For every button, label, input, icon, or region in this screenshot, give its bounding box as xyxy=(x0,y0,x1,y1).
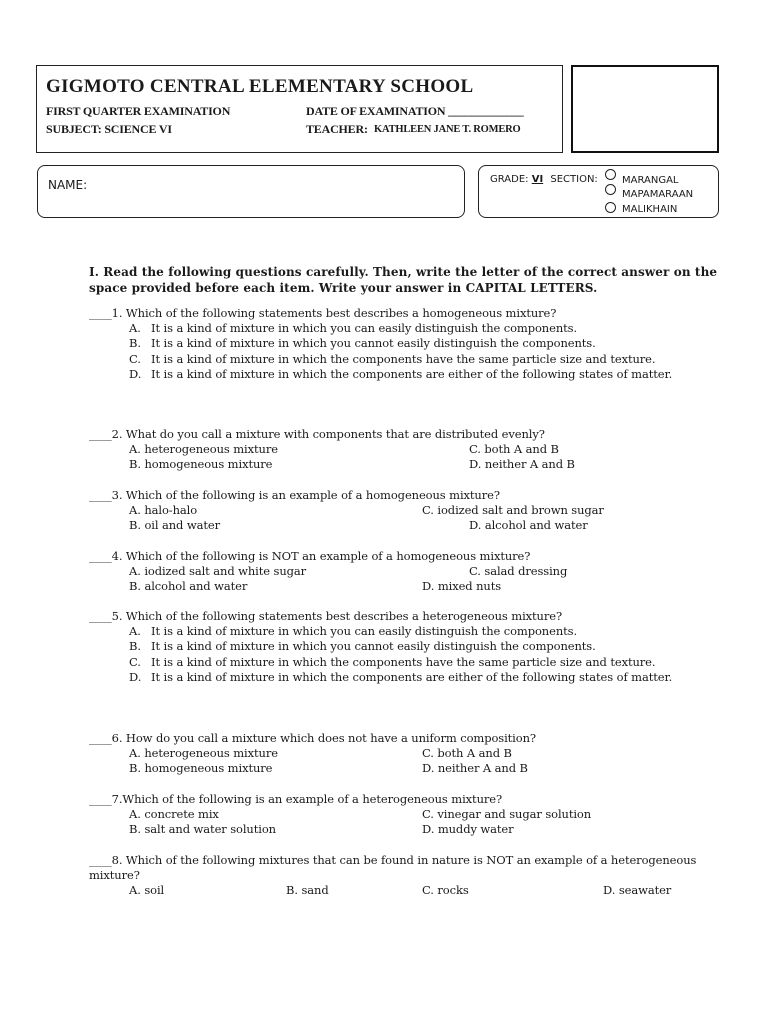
choice: D. muddy water xyxy=(422,822,514,837)
school-name: GIGMOTO CENTRAL ELEMENTARY SCHOOL xyxy=(46,76,474,97)
choice-letter: C. xyxy=(129,654,141,669)
choice: B. sand xyxy=(286,883,329,898)
choice xyxy=(89,655,724,670)
choice: C. salad dressing xyxy=(469,564,568,579)
section-option-mapamaraan: MAPAMARAAN xyxy=(622,189,694,200)
choice xyxy=(89,352,724,367)
choice: A. iodized salt and white sugar xyxy=(129,564,307,579)
question-stem: ____3. Which of the following is an example of a homogeneous mixture? xyxy=(89,488,500,502)
choice: C. both A and B xyxy=(422,746,512,761)
question-2 xyxy=(89,427,724,473)
choice-text: It is a kind of mixture in which the components have the same particle size and texture. xyxy=(151,654,656,669)
subject: SUBJECT: SCIENCE VI xyxy=(46,122,172,136)
teacher-label: TEACHER: xyxy=(306,122,368,136)
question-3 xyxy=(89,488,724,534)
section-option-malikhain: MALIKHAIN xyxy=(622,204,678,215)
section-radio-marangal[interactable] xyxy=(605,169,616,180)
choice xyxy=(89,624,724,639)
grade-label: GRADE: xyxy=(490,174,529,185)
choice-text: It is a kind of mixture in which the components are either of the following states of matter. xyxy=(151,366,673,381)
question-4 xyxy=(89,549,724,595)
choice-text: It is a kind of mixture in which the components have the same particle size and texture. xyxy=(151,351,656,366)
choice-text: It is a kind of mixture in which you can easily distinguish the components. xyxy=(151,321,578,336)
choice-grid xyxy=(89,807,724,837)
section-option-marangal: MARANGAL xyxy=(622,175,679,186)
choice-letter: B. xyxy=(129,639,141,654)
exam-date: DATE OF EXAMINATION _____________ xyxy=(306,104,524,118)
section-radio-mapamaraan[interactable] xyxy=(605,184,616,195)
choice-grid xyxy=(89,746,724,776)
choice: B. homogeneous mixture xyxy=(129,761,273,776)
question-7 xyxy=(89,792,724,838)
question-stem: ____1. Which of the following statements best describes a homogeneous mixture? xyxy=(89,306,557,320)
question-stem: ____4. Which of the following is NOT an example of a homogeneous mixture? xyxy=(89,549,531,563)
section-label: SECTION: xyxy=(550,174,598,185)
choice: B. salt and water solution xyxy=(129,822,276,837)
choice xyxy=(89,336,724,351)
section-radio-malikhain[interactable] xyxy=(605,202,616,213)
choice: A. concrete mix xyxy=(129,807,219,822)
choice-grid xyxy=(89,442,724,472)
choice xyxy=(89,367,724,382)
choice-list xyxy=(89,321,724,382)
choice-list xyxy=(89,624,724,685)
choice: A. heterogeneous mixture xyxy=(129,746,278,761)
choice-letter: D. xyxy=(129,366,142,381)
score-box xyxy=(571,65,719,153)
choice: D. mixed nuts xyxy=(422,579,502,594)
question-1 xyxy=(89,306,724,382)
choice-letter: A. xyxy=(129,321,141,336)
choice-text: It is a kind of mixture in which the components are either of the following states of matter. xyxy=(151,669,673,684)
choice-grid xyxy=(89,503,724,533)
choice: D. neither A and B xyxy=(469,457,575,472)
grade-value: VI xyxy=(531,174,544,185)
question-stem: ____2. What do you call a mixture with components that are distributed evenly? xyxy=(89,427,545,441)
choice: C. rocks xyxy=(422,883,469,898)
choice-letter: A. xyxy=(129,624,141,639)
instructions: I. Read the following questions carefully. Then, write the letter of the correct answer on the space provided before each item. Write your answer in CAPITAL LETTERS. xyxy=(89,265,718,295)
choice: C. iodized salt and brown sugar xyxy=(422,503,604,518)
name-box[interactable] xyxy=(37,165,465,218)
choice-letter: C. xyxy=(129,351,141,366)
choice: B. alcohol and water xyxy=(129,579,248,594)
choice: D. neither A and B xyxy=(422,761,528,776)
choice: B. oil and water xyxy=(129,518,221,533)
question-stem: ____7.Which of the following is an example of a heterogeneous mixture? xyxy=(89,792,503,806)
choice-letter: B. xyxy=(129,336,141,351)
choice: B. homogeneous mixture xyxy=(129,457,273,472)
choice-letter: D. xyxy=(129,669,142,684)
choice: C. vinegar and sugar solution xyxy=(422,807,592,822)
choice-text: It is a kind of mixture in which you can easily distinguish the components. xyxy=(151,624,578,639)
choice xyxy=(89,639,724,654)
teacher-name: KATHLEEN JANE T. ROMERO xyxy=(374,124,521,135)
choice-grid xyxy=(89,883,724,898)
choice: D. seawater xyxy=(603,883,672,898)
exam-title: FIRST QUARTER EXAMINATION xyxy=(46,104,231,118)
choice xyxy=(89,321,724,336)
question-stem: ____8. Which of the following mixtures that can be found in nature is NOT an example of a heterogeneous mixture? xyxy=(89,853,697,883)
question-8 xyxy=(89,853,724,899)
choice xyxy=(89,670,724,685)
question-5 xyxy=(89,609,724,685)
name-label: NAME: xyxy=(48,178,88,192)
choice: A. halo-halo xyxy=(129,503,198,518)
choice-grid xyxy=(89,564,724,594)
choice: A. heterogeneous mixture xyxy=(129,442,278,457)
question-stem: ____6. How do you call a mixture which does not have a uniform composition? xyxy=(89,731,536,745)
choice: C. both A and B xyxy=(469,442,559,457)
question-stem: ____5. Which of the following statements best describes a heterogeneous mixture? xyxy=(89,609,563,623)
choice-text: It is a kind of mixture in which you cannot easily distinguish the components. xyxy=(151,639,596,654)
choice-text: It is a kind of mixture in which you cannot easily distinguish the components. xyxy=(151,336,596,351)
grade-section-line xyxy=(490,174,598,185)
choice: A. soil xyxy=(129,883,165,898)
question-6 xyxy=(89,731,724,777)
choice: D. alcohol and water xyxy=(469,518,588,533)
